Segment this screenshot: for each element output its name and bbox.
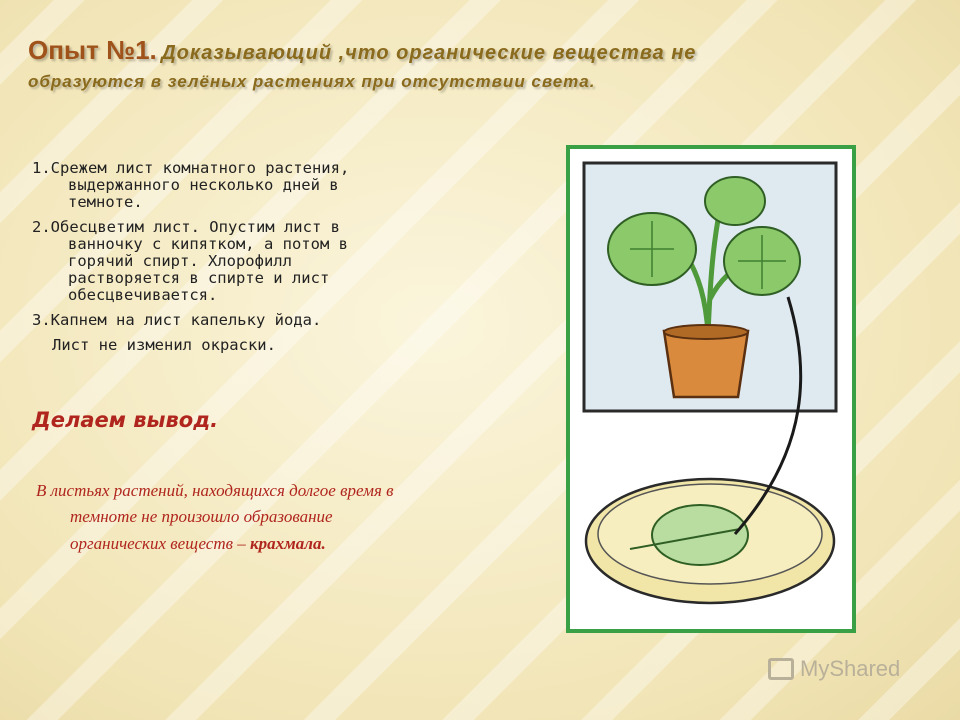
step-1-line2: выдержанного несколько дней в bbox=[68, 176, 339, 195]
title-line2: образуются в зелёных растениях при отсутствии света. bbox=[28, 71, 596, 91]
pot-rim bbox=[664, 325, 748, 339]
watermark bbox=[768, 656, 900, 682]
watermark-text: MyShared bbox=[800, 656, 901, 681]
step-1 bbox=[32, 160, 432, 211]
step-2 bbox=[32, 219, 432, 304]
step-2-line2: ванночку с кипятком, а потом в bbox=[68, 235, 348, 254]
step-3-first: 3.Капнем на лист капельку йода. bbox=[32, 311, 322, 330]
leaf-in-dish bbox=[652, 505, 748, 565]
conclusion-line1: В листьях растений, находящихся долгое время в bbox=[36, 481, 394, 500]
conclusion-line2: темноте не произошло образование bbox=[70, 507, 333, 527]
title-prefix: Опыт №1. bbox=[28, 35, 157, 65]
step-2-line3: горячий спирт. Хлорофилл bbox=[68, 252, 292, 271]
step-2-first: 2.Обесцветим лист. Опустим лист в bbox=[32, 218, 340, 237]
watermark-logo-icon bbox=[768, 658, 794, 680]
step-2-line4: растворяется в спирте и лист bbox=[68, 269, 330, 288]
step-1-line3: темноте. bbox=[68, 193, 143, 212]
plant-and-dish-drawing bbox=[570, 149, 852, 629]
step-1-first: 1.Срежем лист комнатного растения, bbox=[32, 159, 350, 177]
conclusion-keyword: крахмала. bbox=[250, 533, 326, 553]
step-2-line5: обесцвечивается. bbox=[68, 286, 218, 305]
flower-pot bbox=[664, 331, 748, 397]
step-note: Лист не изменил окраски. bbox=[52, 336, 276, 355]
title-line1: Доказывающий ,что органические вещества не bbox=[161, 42, 697, 64]
experiment-illustration bbox=[566, 145, 856, 633]
leaf-top bbox=[705, 177, 765, 225]
conclusion-heading: Делаем вывод. bbox=[32, 408, 219, 432]
conclusion-line3: органических веществ – крахмала. bbox=[70, 533, 326, 553]
step-3 bbox=[32, 312, 432, 329]
steps-list bbox=[32, 160, 432, 362]
conclusion-text bbox=[36, 478, 506, 557]
slide-title bbox=[28, 34, 928, 92]
